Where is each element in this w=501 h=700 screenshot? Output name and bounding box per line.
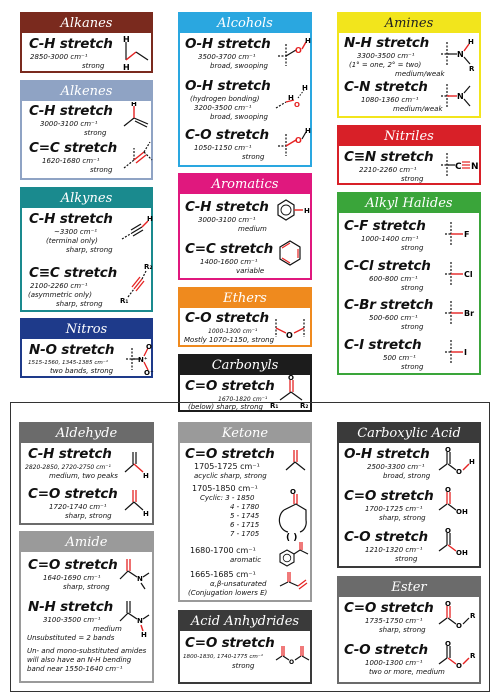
carbonyls-co-name: C=O stretch bbox=[185, 378, 275, 394]
halides-ci-range: 500 cm⁻¹ bbox=[383, 354, 416, 362]
alkane-structure-icon bbox=[118, 34, 152, 72]
alkenes-ch-range: 3000-3100 cm⁻¹ bbox=[40, 120, 98, 128]
carboxylic-co2-o-label: O bbox=[445, 527, 451, 535]
amines-cn-note: medium/weak bbox=[393, 105, 443, 113]
alkyne-cc-icon bbox=[120, 259, 154, 305]
carboxylic-oh-note: broad, strong bbox=[383, 472, 431, 480]
aromatics-ch-range: 3000-3100 cm⁻¹ bbox=[198, 216, 256, 224]
benzene-ch-icon bbox=[270, 197, 312, 231]
nitrile-c-label: C bbox=[455, 162, 462, 172]
ketone-co-name: C=O stretch bbox=[185, 446, 275, 462]
ester-o-label: O bbox=[445, 600, 451, 608]
carboxylic-title: Carboxylic Acid bbox=[339, 424, 479, 443]
amine-n-label: N bbox=[457, 50, 464, 59]
amine-cn-n-label: N bbox=[457, 92, 464, 101]
ketone-cyclic-o-label: O bbox=[290, 488, 296, 496]
amide-footnote: Un- and mono-substituted amides will also have an N-H bending band near 1550-1640 cm⁻¹ bbox=[27, 647, 147, 673]
halide-f-label: F bbox=[464, 230, 470, 239]
ester-card bbox=[337, 576, 481, 684]
alkenes-ch-note: strong bbox=[84, 129, 107, 137]
halide-cf-icon bbox=[445, 222, 469, 246]
aromatics-title: Aromatics bbox=[180, 175, 310, 194]
carboxylic-co-icon bbox=[435, 486, 481, 520]
aldehyde-ch-icon bbox=[119, 448, 153, 480]
ester-co2-icon bbox=[435, 640, 481, 674]
benzene-h-label: H bbox=[304, 207, 310, 215]
alkenes-cc-range: 1620-1680 cm⁻¹ bbox=[42, 157, 100, 165]
aldehyde-ch-range: 2820-2850, 2720-2750 cm⁻¹ bbox=[25, 464, 111, 471]
alcohols-co-note: strong bbox=[242, 153, 265, 161]
alcohols-oh-name: O-H stretch bbox=[185, 36, 271, 52]
carboxylic-oh-range: 2500-3300 cm⁻¹ bbox=[367, 463, 425, 471]
ethers-co-note: Mostly 1070-1150, strong bbox=[184, 336, 275, 344]
anhydride-o-label: O bbox=[289, 659, 295, 666]
hbond-h-label: H bbox=[288, 94, 294, 102]
alkyne-h-label: H bbox=[147, 215, 153, 223]
alkyne-r1-label: R₁ bbox=[120, 297, 129, 305]
amide-co-name: C=O stretch bbox=[28, 557, 118, 573]
amines-nh-note: medium/weak bbox=[395, 70, 445, 78]
alkenes-cc-name: C=C stretch bbox=[29, 140, 117, 156]
nitriles-cn-range: 2210-2260 cm⁻¹ bbox=[359, 166, 417, 174]
anhydride-co-note: strong bbox=[232, 662, 255, 670]
aldehyde-co-icon bbox=[119, 486, 153, 518]
svg-text:( ): ( ) bbox=[286, 533, 298, 542]
ketone-co-range: 1705-1725 cm⁻¹ bbox=[194, 462, 260, 471]
amine-nh-icon bbox=[439, 36, 481, 74]
nitros-card bbox=[20, 318, 153, 378]
amine-r-label: R bbox=[469, 65, 475, 73]
alcohols-oh-note: broad, swooping bbox=[210, 62, 268, 70]
aldehyde-ch-name: C-H stretch bbox=[28, 446, 112, 462]
alkynes-ch-range2: (terminal only) bbox=[46, 237, 98, 245]
aldehyde-h-label: H bbox=[143, 472, 149, 480]
alcohols-ohb-range0: (hydrogen bonding) bbox=[190, 95, 260, 103]
amines-cn-name: C-N stretch bbox=[344, 79, 428, 95]
nitros-no-note: two bands, strong bbox=[50, 367, 114, 375]
ester-co-note: sharp, strong bbox=[379, 626, 426, 634]
ketone-unsat-range: 1665-1685 cm⁻¹ bbox=[190, 570, 256, 579]
nitrile-structure-icon bbox=[437, 149, 481, 183]
amines-nh-name: N-H stretch bbox=[344, 35, 430, 51]
alcohols-ohb-name: O-H stretch bbox=[185, 78, 271, 94]
amines-cn-range: 1080-1360 cm⁻¹ bbox=[361, 96, 419, 104]
alcohol-co-h-label: H bbox=[305, 127, 311, 135]
halides-cbr-note: strong bbox=[401, 323, 424, 331]
aromatics-card bbox=[178, 173, 312, 280]
amide-co-note: sharp, strong bbox=[63, 583, 110, 591]
halide-ccl-icon bbox=[445, 262, 473, 286]
ketone-card bbox=[178, 422, 312, 602]
amines-nh-range: 3300-3500 cm⁻¹ bbox=[357, 52, 415, 60]
carboxylic-co-name: C=O stretch bbox=[344, 488, 434, 504]
halide-structures-icon bbox=[443, 216, 481, 376]
amide-co-icon bbox=[117, 555, 155, 591]
alcohols-title: Alcohols bbox=[180, 14, 310, 33]
alkenes-ch-name: C-H stretch bbox=[29, 103, 113, 119]
nitriles-cn-note: strong bbox=[401, 175, 424, 183]
alkynes-cc-note: sharp, strong bbox=[56, 300, 103, 308]
ester-co2-note: two or more, medium bbox=[369, 668, 445, 676]
ketone-cyclic-range: 1705-1850 cm⁻¹ bbox=[192, 484, 258, 493]
carboxylic-co2-icon bbox=[435, 527, 481, 561]
amide-nh-n-label: N bbox=[137, 617, 143, 625]
alkyne-r2-label: R₂ bbox=[144, 263, 153, 271]
aldehyde-card bbox=[19, 422, 154, 525]
carboxylic-card bbox=[337, 422, 481, 568]
ketone-aromatic-note: aromatic bbox=[230, 556, 262, 564]
alkane-h-label: H bbox=[123, 35, 130, 44]
halide-i-label: I bbox=[464, 348, 467, 357]
alkanes-ch-range: 2850-3000 cm⁻¹ bbox=[30, 53, 88, 61]
carbonyls-co-note: (below) sharp, strong bbox=[188, 403, 263, 411]
amine-cn-icon bbox=[439, 80, 481, 114]
amines-title: Amines bbox=[339, 14, 479, 33]
amide-title: Amide bbox=[21, 533, 152, 552]
halides-ci-name: C-I stretch bbox=[344, 337, 422, 353]
alkanes-title: Alkanes bbox=[22, 14, 151, 33]
halides-cf-name: C-F stretch bbox=[344, 218, 426, 234]
amide-card bbox=[19, 531, 154, 683]
carboxylic-o-label: O bbox=[445, 446, 451, 454]
halides-cf-note: strong bbox=[401, 244, 424, 252]
alkynes-ch-name: C-H stretch bbox=[29, 211, 113, 227]
nitriles-card bbox=[337, 125, 481, 185]
nitro-structure-icon bbox=[122, 342, 154, 376]
halide-cbr-icon bbox=[445, 301, 474, 325]
carboxylic-co-oh-label: OH bbox=[456, 508, 468, 516]
carbonyls-co-range: 1670-1820 cm⁻¹ bbox=[218, 396, 268, 403]
carbonyls-title: Carbonyls bbox=[180, 356, 310, 375]
ester-co2-name: C-O stretch bbox=[344, 642, 428, 658]
alkane-h-label-2: H bbox=[123, 63, 130, 72]
aldehyde-ch-note: medium, two peaks bbox=[49, 472, 118, 480]
alkenes-title: Alkenes bbox=[22, 82, 151, 101]
alkene-cc-icon bbox=[120, 138, 154, 174]
ester-co2-o-label: O bbox=[445, 640, 451, 648]
nitros-title: Nitros bbox=[22, 320, 151, 339]
alkenes-card bbox=[20, 80, 153, 180]
amide-nh-name: N-H stretch bbox=[28, 599, 114, 615]
carbonyl-r2-label: R₂ bbox=[300, 402, 309, 410]
alcohols-ohb-range: 3200-3500 cm⁻¹ bbox=[194, 104, 252, 112]
amide-nh-icon bbox=[117, 597, 155, 637]
halide-br-label: Br bbox=[464, 309, 475, 318]
halides-ci-note: strong bbox=[401, 363, 424, 371]
amine-h-label: H bbox=[468, 38, 474, 46]
ketone-acyclic-icon bbox=[280, 446, 312, 478]
ester-co-name: C=O stretch bbox=[344, 600, 434, 616]
alcohol-oh-icon bbox=[272, 36, 312, 70]
anhydride-card bbox=[178, 610, 312, 684]
aromatics-cc-range: 1400-1600 cm⁻¹ bbox=[200, 258, 258, 266]
nitriles-cn-name: C≡N stretch bbox=[344, 149, 434, 165]
ketone-unsat-note2: (Conjugation lowers E) bbox=[188, 589, 268, 597]
ester-co-range: 1735-1750 cm⁻¹ bbox=[365, 617, 423, 625]
carbonyl-r1-label: R₁ bbox=[270, 402, 279, 410]
halides-ccl-name: C-Cl stretch bbox=[344, 258, 431, 274]
carboxylic-co-note: sharp, strong bbox=[379, 514, 426, 522]
alcohols-card bbox=[178, 12, 312, 167]
alcohols-co-range: 1050-1150 cm⁻¹ bbox=[194, 144, 252, 152]
ester-co2-r-label: R bbox=[470, 652, 476, 660]
amide-co-range: 1640-1690 cm⁻¹ bbox=[43, 574, 101, 582]
aldehyde-title: Aldehyde bbox=[21, 424, 152, 443]
alcohols-oh-range: 3500-3700 cm⁻¹ bbox=[198, 53, 256, 61]
ketone-aromatic-icon bbox=[276, 540, 312, 570]
benzene-cc-icon bbox=[272, 237, 308, 273]
carboxylic-co2-note: strong bbox=[395, 555, 418, 563]
alkynes-cc-name: C≡C stretch bbox=[29, 265, 117, 281]
aromatics-cc-note: variable bbox=[236, 267, 265, 275]
ketone-cyclic-icon bbox=[272, 486, 312, 542]
amines-card bbox=[337, 12, 481, 118]
aldehyde-co-name: C=O stretch bbox=[28, 486, 118, 502]
ketone-unsat-icon bbox=[276, 568, 312, 592]
ethers-co-range: 1000-1300 cm⁻¹ bbox=[208, 328, 258, 335]
carboxylic-co2-name: C-O stretch bbox=[344, 529, 428, 545]
anhydride-co-name: C=O stretch bbox=[185, 635, 275, 651]
alkene-h-label: H bbox=[131, 102, 137, 108]
alcohol-o-label: O bbox=[295, 46, 302, 55]
ethers-co-name: C-O stretch bbox=[185, 310, 269, 326]
alcohols-ohb-note: broad, swooping bbox=[210, 113, 268, 121]
amide-n-label: N bbox=[137, 575, 143, 583]
alkanes-card bbox=[20, 12, 153, 73]
carboxylic-co2-range: 1210-1320 cm⁻¹ bbox=[365, 546, 423, 554]
hbond-h2-label: H bbox=[302, 84, 308, 92]
anhydride-title: Acid Anhydrides bbox=[180, 612, 310, 631]
alkanes-ch-name: C-H stretch bbox=[29, 36, 113, 52]
ketone-cyclic-line-2: 4 - 1780 bbox=[230, 503, 260, 511]
aldehyde-co-range: 1720-1740 cm⁻¹ bbox=[49, 503, 107, 511]
aldehyde-co-note: sharp, strong bbox=[65, 512, 112, 520]
nitro-n-label: N⁺ bbox=[138, 356, 148, 364]
alkenes-cc-note: strong bbox=[90, 166, 113, 174]
ketone-cyclic-line-4: 6 - 1715 bbox=[230, 521, 260, 529]
alkanes-ch-note: strong bbox=[82, 62, 105, 70]
amines-nh-range2: (1° = one, 2° = two) bbox=[349, 61, 422, 69]
carboxylic-o2-label: O bbox=[456, 468, 462, 476]
alcohol-h-label: H bbox=[305, 37, 311, 45]
alkynes-ch-note: sharp, strong bbox=[66, 246, 113, 254]
nitro-o-label: O bbox=[146, 343, 152, 351]
ester-title: Ester bbox=[339, 578, 479, 597]
alcohol-hbond-icon bbox=[272, 78, 312, 118]
halides-ccl-range: 600-800 cm⁻¹ bbox=[369, 275, 418, 283]
ketone-title: Ketone bbox=[180, 424, 310, 443]
nitro-ominus-label: O⁻ bbox=[144, 369, 154, 376]
ketone-cyclic-line-1: Cyclic: 3 - 1850 bbox=[200, 494, 255, 502]
carboxylic-h-label: H bbox=[469, 458, 475, 466]
carboxylic-co-o-label: O bbox=[445, 486, 451, 494]
alkynes-ch-range: ~3300 cm⁻¹ bbox=[54, 228, 98, 236]
aromatics-ch-name: C-H stretch bbox=[185, 199, 269, 215]
carboxylic-oh-name: O-H stretch bbox=[344, 446, 430, 462]
halides-cbr-range: 500-600 cm⁻¹ bbox=[369, 314, 418, 322]
halide-cl-label: Cl bbox=[464, 270, 473, 279]
carboxylic-co2-oh-label: OH bbox=[456, 549, 468, 557]
ketone-unsat-note: α,β-unsaturated bbox=[210, 580, 267, 588]
nitriles-title: Nitriles bbox=[339, 127, 479, 146]
nitros-no-range: 1515-1560, 1345-1385 cm⁻¹ bbox=[28, 360, 109, 366]
nitros-no-name: N-O stretch bbox=[29, 342, 115, 358]
halides-cf-range: 1000-1400 cm⁻¹ bbox=[361, 235, 419, 243]
anhydride-co-range: 1800-1830, 1740-1775 cm⁻¹ bbox=[183, 654, 264, 660]
carboxylic-oh-icon bbox=[435, 446, 481, 480]
ketone-cyclic-line-3: 5 - 1745 bbox=[230, 512, 260, 520]
ester-co-icon bbox=[435, 600, 481, 634]
alkynes-card bbox=[20, 187, 153, 312]
ester-r-label: R bbox=[470, 612, 476, 620]
amide-nh-note2: Unsubstituted = 2 bands bbox=[27, 634, 115, 642]
hbond-o-label: O bbox=[294, 101, 300, 109]
halides-cbr-name: C-Br stretch bbox=[344, 297, 434, 313]
amide-h-label: H bbox=[141, 631, 147, 637]
ether-structure-icon bbox=[270, 311, 314, 341]
aromatics-cc-name: C=C stretch bbox=[185, 241, 273, 257]
ester-o2-label: O bbox=[456, 622, 462, 630]
alcohols-co-name: C-O stretch bbox=[185, 127, 269, 143]
ketone-cyclic-line-5: 7 - 1705 bbox=[230, 530, 260, 538]
nitrile-n-label: N bbox=[471, 162, 479, 172]
carbonyl-o-label: O bbox=[288, 374, 294, 382]
halides-title: Alkyl Halides bbox=[339, 194, 479, 213]
ester-co2-o2-label: O bbox=[456, 662, 462, 670]
halide-ci-icon bbox=[445, 340, 467, 364]
halides-ccl-note: strong bbox=[401, 284, 424, 292]
carboxylic-co-range: 1700-1725 cm⁻¹ bbox=[365, 505, 423, 513]
amide-nh-note: medium bbox=[93, 625, 122, 633]
alcohol-co-icon bbox=[272, 126, 312, 160]
alkynes-title: Alkynes bbox=[22, 189, 151, 208]
alkynes-cc-range: 2100-2260 cm⁻¹ bbox=[30, 282, 88, 290]
ketone-co-note: acyclic sharp, strong bbox=[194, 472, 267, 480]
ester-co2-range: 1000-1300 cm⁻¹ bbox=[365, 659, 423, 667]
halides-card bbox=[337, 192, 481, 375]
ethers-card bbox=[178, 287, 312, 347]
alkyne-ch-icon bbox=[120, 213, 154, 243]
aldehyde-co-h-label: H bbox=[143, 510, 149, 518]
alcohol-co-o-label: O bbox=[295, 136, 302, 145]
alkynes-cc-range2: (asymmetric only) bbox=[28, 291, 92, 299]
ketone-aromatic-range: 1680-1700 cm⁻¹ bbox=[190, 546, 256, 555]
ether-o-label: O bbox=[286, 331, 293, 340]
alkene-ch-icon bbox=[118, 102, 154, 132]
amide-nh-range: 3100-3500 cm⁻¹ bbox=[43, 616, 101, 624]
aromatics-ch-note: medium bbox=[238, 225, 267, 233]
ethers-title: Ethers bbox=[180, 289, 310, 308]
anhydride-structure-icon bbox=[272, 640, 314, 676]
